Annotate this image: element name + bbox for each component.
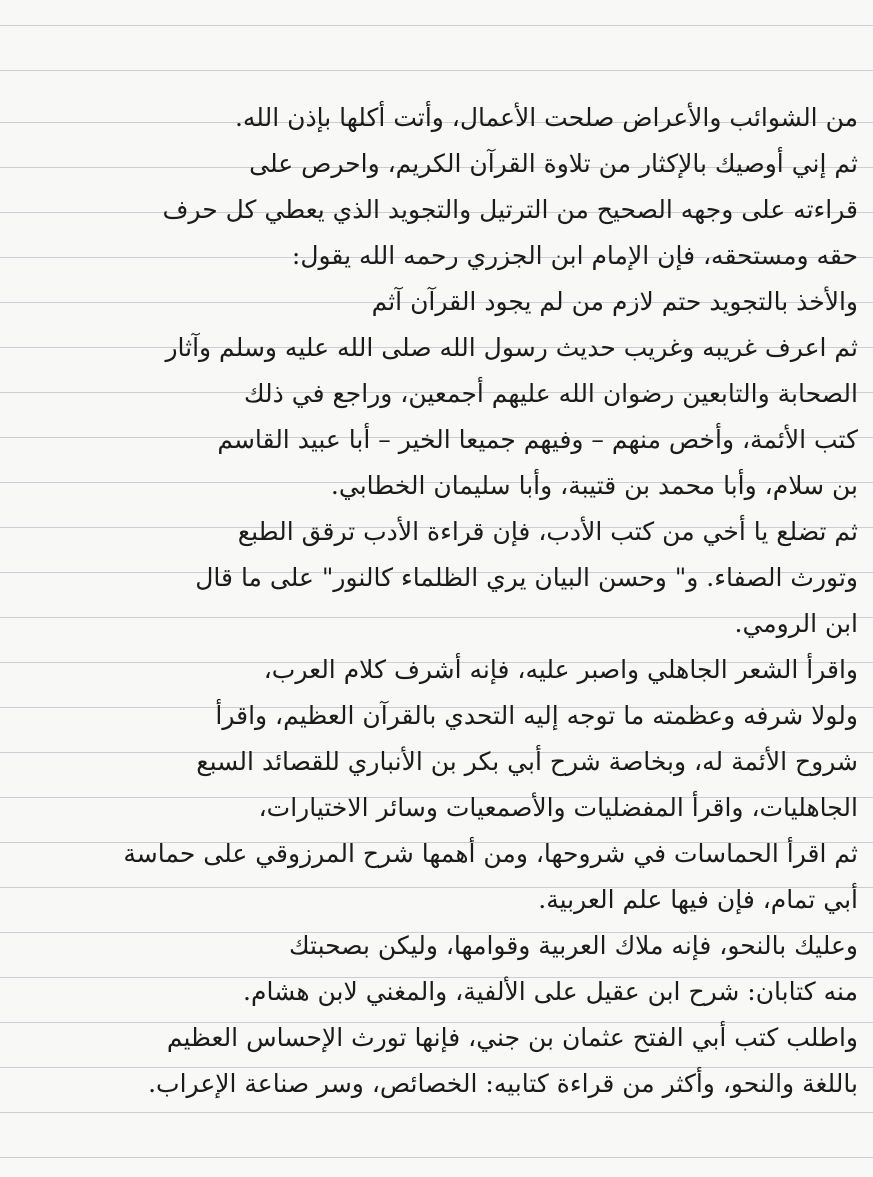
text-line: ثم إني أوصيك بالإكثار من تلاوة القرآن الكريم، واحرص على [249,149,858,178]
text-line: بن سلام، وأبا محمد بن قتيبة، وأبا سليمان الخطابي. [330,471,858,500]
text-line: ثم اعرف غريبه وغريب حديث رسول الله صلى الله عليه وسلم وآثار [165,333,858,362]
text-line: من الشوائب والأعراض صلحت الأعمال، وأتت أكلها بإذن الله. [234,103,858,132]
text-line: قراءته على وجهه الصحيح من الترتيل والتجويد الذي يعطي كل حرف [162,195,858,224]
text-line: شروح الأئمة له، وبخاصة شرح أبي بكر بن الأنباري للقصائد السبع [196,747,858,776]
text-line: ثم تضلع يا أخي من كتب الأدب، فإن قراءة الأدب ترقق الطبع [237,517,858,546]
text-line: منه كتابان: شرح ابن عقيل على الألفية، والمغني لابن هشام. [243,977,858,1006]
text-line: وعليك بالنحو، فإنه ملاك العربية وقوامها، وليكن بصحبتك [288,931,858,960]
text-line: حقه ومستحقه، فإن الإمام ابن الجزري رحمه الله يقول: [291,241,858,270]
text-line: أبي تمام، فإن فيها علم العربية. [538,885,858,914]
text-line: واقرأ الشعر الجاهلي واصبر عليه، فإنه أشرف كلام العرب، [263,655,858,684]
text-line: ابن الرومي. [734,609,858,638]
text-line: واطلب كتب أبي الفتح عثمان بن جني، فإنها تورث الإحساس العظيم [166,1023,858,1052]
text-line: كتب الأئمة، وأخص منهم – وفيهم جميعا الخير – أبا عبيد القاسم [217,425,858,454]
text-line: الجاهليات، واقرأ المفضليات والأصمعيات وسائر الاختيارات، [258,793,858,822]
handwritten-page [28,96,858,1146]
text-line: والأخذ بالتجويد حتم لازم من لم يجود القرآن آثم [371,287,858,316]
text-line: ولولا شرفه وعظمته ما توجه إليه التحدي بالقرآن العظيم، واقرأ [215,701,858,730]
text-line: ثم اقرأ الحماسات في شروحها، ومن أهمها شرح المرزوقي على حماسة [123,839,858,868]
text-line: باللغة والنحو، وأكثر من قراءة كتابيه: الخصائص، وسر صناعة الإعراب. [148,1069,858,1098]
text-line: وتورث الصفاء. و" وحسن البيان يري الظلماء كالنور" على ما قال [195,563,858,592]
text-line: الصحابة والتابعين رضوان الله عليهم أجمعين، وراجع في ذلك [243,379,858,408]
